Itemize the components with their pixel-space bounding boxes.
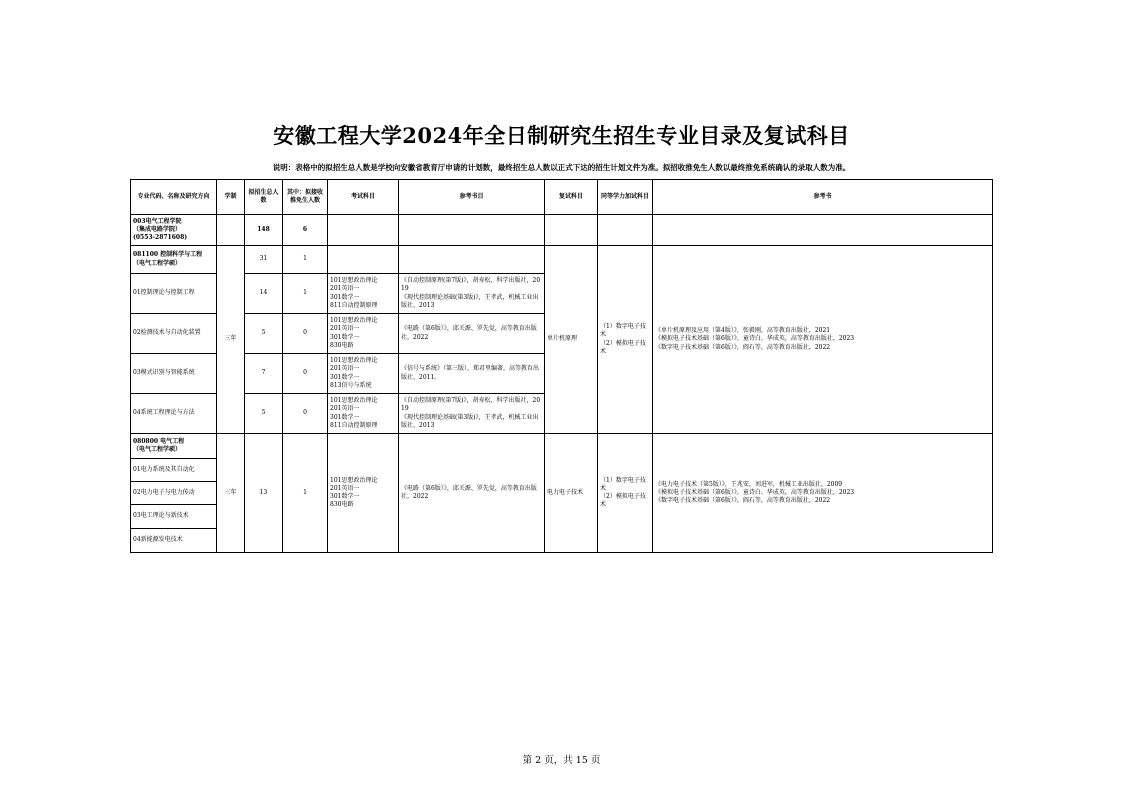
book-line: 《现代控制理论基础(第3版)》，王孝武，机械工业出版社，2013 [401, 413, 539, 429]
direction-exempt: 0 [283, 394, 328, 434]
catalog-table [130, 179, 993, 553]
group1-refbook-line: 《数字电子技术基础（第6版）》，阎石等，高等教育出版社，2022 [655, 343, 831, 351]
header-refbook2: 参考书 [653, 180, 993, 215]
college-name-line: (0553-2871608) [133, 234, 188, 242]
exam-subject: 830电路 [330, 501, 354, 509]
direction-exam [328, 354, 399, 394]
header-equiv: 同等学力加试科目 [598, 180, 653, 215]
exam-subject: 813信号与系统 [330, 381, 372, 389]
book-line: 《信号与系统》（第三版），郑君里编著，高等教育出版社，2011。 [401, 365, 540, 381]
college-name-line: 003电气工程学院 [133, 217, 182, 225]
group2-equiv [598, 434, 653, 553]
exam-subject: 101思想政治理论 [330, 317, 378, 325]
exam-subject: 301数学一 [330, 333, 360, 341]
direction-name: 01控制理论与控制工程 [131, 274, 217, 314]
direction-total: 7 [245, 354, 283, 394]
exam-subject: 101思想政治理论 [330, 277, 378, 285]
direction-name: 03模式识别与智能系统 [131, 354, 217, 394]
exam-subject: 101思想政治理论 [330, 357, 378, 365]
direction-name: 02电力电子与电力传动 [131, 482, 217, 505]
exam-subject: 201英语一 [330, 405, 360, 413]
group1-equiv-line: （1）数字电子技术 [600, 323, 646, 339]
group1-major-line: （电气工程学硕） [133, 259, 182, 267]
direction-exempt: 0 [283, 354, 328, 394]
group1-refbook-line: 《单片机原理及应用（第4版）》，张毅刚，高等教育出版社，2021 [655, 327, 831, 335]
page-note: 说明：表格中的拟招生总人数是学校向安徽省教育厅申请的计划数，最终招生总人数以正式下达的招生计划文件为准。拟招收推免生人数以最终推免系统确认的录取人数为准。 [272, 163, 851, 172]
direction-books [399, 394, 545, 434]
direction-books [399, 274, 545, 314]
header-duration: 学制 [217, 180, 245, 215]
group2-refbook-line: 《数字电子技术基础（第6版）》，阎石等，高等教育出版社，2022 [655, 497, 831, 505]
college-row [131, 215, 993, 246]
book-line: 《自动控制原理(第7版)》，胡寿松，科学出版社，2019 [401, 397, 541, 413]
header-exam: 考试科目 [328, 180, 399, 215]
exam-subject: 301数学一 [330, 493, 360, 500]
college-exempt: 6 [283, 215, 328, 246]
book-line: 《电路（第6版）》，邱关源、罗先觉，高等教育出版社，2022 [401, 484, 537, 500]
group1-retest: 单片机原理 [545, 246, 598, 434]
group1-duration: 三年 [217, 246, 245, 434]
direction-name: 04系统工程理论与方法 [131, 394, 217, 434]
page-footer: 第 2 页，共 15 页 [522, 755, 601, 766]
group2-retest: 电力电子技术 [545, 434, 598, 553]
direction-exempt: 1 [283, 274, 328, 314]
exam-subject: 201英语一 [330, 484, 360, 492]
group1-major-line: 081100 控制科学与工程 [133, 251, 203, 259]
group2-duration: 三年 [217, 434, 245, 553]
group1-total: 31 [245, 246, 283, 274]
group1-header-row [131, 246, 993, 274]
group1-exempt: 1 [283, 246, 328, 274]
header-total: 拟招生总人数 [245, 180, 283, 215]
exam-subject: 830电路 [330, 341, 354, 349]
direction-name: 01电力系统及其自动化 [131, 459, 217, 482]
direction-name: 03电工理论与新技术 [131, 505, 217, 529]
group2-equiv-line: （1）数字电子技术 [600, 476, 646, 492]
exam-subject: 101思想政治理论 [330, 397, 378, 405]
direction-exam [328, 394, 399, 434]
book-line: 《电路（第6版）》，邱关源、罗先觉，高等教育出版社，2022 [401, 325, 537, 341]
group2-total: 13 [245, 434, 283, 553]
exam-subject: 101思想政治理论 [330, 476, 378, 484]
group1-equiv-line: （2）模拟电子技术 [600, 339, 646, 355]
book-line: 《自动控制原理(第7版)》，胡寿松，科学出版社，2019 [401, 277, 541, 293]
group1-major [131, 246, 217, 274]
book-line: 《现代控制理论基础(第3版)》，王孝武，机械工业出版社，2013 [401, 293, 539, 309]
direction-exempt: 0 [283, 314, 328, 354]
exam-subject: 201英语一 [330, 325, 360, 333]
direction-total: 5 [245, 314, 283, 354]
direction-name: 02检测技术与自动化装置 [131, 314, 217, 354]
college-name [131, 215, 217, 246]
group1-equiv [598, 246, 653, 434]
exam-subject: 301数学一 [330, 413, 360, 421]
group2-exempt: 1 [283, 434, 328, 553]
exam-subject: 201英语一 [330, 285, 360, 293]
header-refbooks: 参考书目 [399, 180, 545, 215]
direction-name: 04新能源发电技术 [131, 529, 217, 553]
group2-header-row [131, 434, 993, 459]
header-row [131, 180, 993, 215]
group2-books [399, 434, 545, 553]
exam-subject: 201英语一 [330, 365, 360, 373]
group1-refbooks [653, 246, 993, 434]
group2-major-line: （电气工程学硕） [133, 446, 182, 453]
direction-total: 14 [245, 274, 283, 314]
direction-books [399, 314, 545, 354]
direction-total: 5 [245, 394, 283, 434]
exam-subject: 301数学一 [330, 373, 360, 381]
group1-refbook-line: 《模拟电子技术基础（第6版）》，童诗白、华成英，高等教育出版社，2023 [655, 335, 855, 343]
college-name-line: （集成电路学院） [133, 225, 182, 233]
direction-exam [328, 314, 399, 354]
header-retest: 复试科目 [545, 180, 598, 215]
header-major: 专业代码、名称及研究方向 [131, 180, 217, 215]
exam-subject: 811自动控制原理 [330, 421, 378, 429]
page-title: 安徽工程大学2024年全日制研究生招生专业目录及复试科目 [273, 123, 850, 148]
group2-exam [328, 434, 399, 553]
group2-equiv-line: （2）模拟电子技术 [600, 493, 646, 509]
group2-refbook-line: 《电力电子技术（第5版）》，王兆安，刘进军，机械工业出版社，2009 [655, 480, 843, 488]
group2-major-line: 080800 电气工程 [133, 437, 185, 445]
direction-exam [328, 274, 399, 314]
exam-subject: 811自动控制原理 [330, 301, 378, 309]
group2-refbooks [653, 434, 993, 553]
group2-major [131, 434, 217, 459]
direction-books [399, 354, 545, 394]
group2-refbook-line: 《模拟电子技术基础（第6版）》，童诗白、华成英，高等教育出版社，2023 [655, 488, 855, 496]
exam-subject: 301数学一 [330, 293, 360, 301]
college-total: 148 [245, 215, 283, 246]
header-exempt: 其中：拟接收推免生人数 [283, 180, 328, 215]
